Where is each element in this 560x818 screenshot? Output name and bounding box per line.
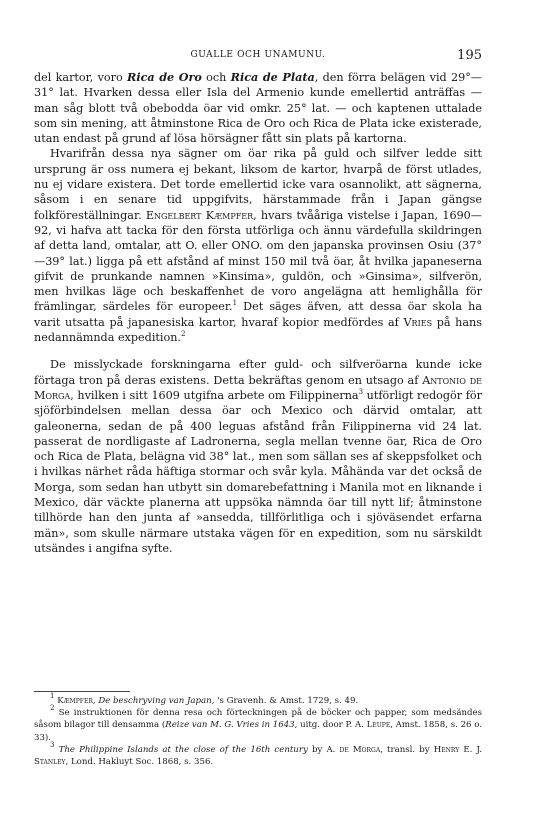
place-name: Rica de Oro	[127, 70, 202, 84]
text-run: på hans nedannämnda expedition.	[34, 315, 483, 345]
work-title: Reize van M. G. Vries in 1643	[165, 720, 295, 731]
paragraph-3	[34, 357, 482, 556]
footnote-number: 1	[50, 692, 55, 700]
paragraph-1	[34, 70, 482, 146]
work-title: De beschryving van Japan	[98, 696, 212, 706]
author-name: Vries	[403, 315, 433, 329]
text-run: Det säges äfven, att dessa öar skola ha varit utsatta på japanesiska kartor, hvaraf kopior medfördes af	[34, 300, 483, 329]
text-run: , Lond. Hakluyt Soc. 1868, s. 356.	[65, 757, 214, 768]
author-name: Henry E. J. Stanley	[34, 744, 482, 768]
author-name: Antonio de Morga	[34, 373, 482, 402]
text-run: De misslyckade forskningarna efter guld- och silfveröarna kunde icke förtaga tron på deras existens. Detta bekräftas genom en utsago af	[34, 358, 482, 387]
text-run: , transl. by	[380, 744, 434, 755]
body-text	[34, 70, 482, 556]
page-number: 195	[457, 48, 482, 63]
footnote-1	[34, 692, 482, 707]
work-title: The Philippine Islands at the close of the 16th century	[58, 744, 308, 755]
footnote-ref: 3	[358, 387, 364, 396]
text-run: , uitg. door	[294, 720, 346, 731]
text-run: , hvars tvååriga vistelse i Japan, 1690—92, vi hafva att tacka för den första utförliga och ännu värdefulla skildringen af detta land, omtalar, att O. eller ONO. om den japanska provinsen Osiu (37°—39° lat.) ligga på ett afstånd af minst 150 mil två öar, åt hvilka japaneserna gifvit de prunkande namnen »Kinsima», guldön, och »Ginsima», silfverön, men hvilkas läge och beskaffenhet de voro angelägna att hemlighålla för främlingar, särdeles för europeer.	[34, 208, 482, 314]
running-head: GUALLE OCH UNAMUNU.	[190, 50, 326, 60]
author-name: Engelbert Kæmpfer	[145, 208, 254, 222]
paragraph-2	[34, 146, 482, 345]
page-header	[34, 50, 482, 66]
footnote-2	[34, 704, 483, 744]
place-name: Rica de Plata	[230, 70, 315, 84]
footnotes	[34, 692, 483, 768]
footnote-3	[34, 740, 482, 768]
text-run: , Amst. 1858, s. 26 o. 33).	[34, 720, 483, 743]
text-run: del kartor, voro	[34, 71, 128, 84]
footnote-number: 2	[50, 704, 55, 713]
text-run: , hvilken i sitt 1609 utgifna arbete om Filippinerna	[70, 388, 359, 402]
text-run: by	[307, 744, 327, 755]
footnote-divider	[34, 691, 130, 692]
text-run: ,	[92, 696, 99, 706]
footnote-ref: 1	[232, 299, 238, 308]
text-run: och	[201, 71, 231, 84]
text-run: utförligt redogör för sjöförbindelsen mellan dessa öar och Mexico och därvid omtalar, att galeonerna, sedan de på 400 leguas afstånd från Filippinerna vid 24 lat. passerat de nordligaste af Ladronerna, segla mellan tvenne öar, Rica de Oro och Rica de Plata, belägna vid 38° lat., men som sällan ses af skeppsfolket och i hvilkas närhet råda häftiga stormar och svår kyla. Måhända var det också de Morga, som sedan han utbytt sin domarebefattning i Manila mot en liknande i Mexico, där väckte planerna att uppsöka nämnda öar till nytt lif; åtminstone tillhörde han den junta af »ansedda, tillförlitliga och i sjöväsendet erfarna män», som skulle närmare utstaka vägen för en expedition, som nu särskildt utsändes i angifna syfte.	[34, 388, 482, 555]
author-name: P. A. Leupe	[345, 720, 391, 731]
text-run: Hvarifrån dessa nya sägner om öar rika på guld och silfver ledde sitt ursprung är oss numera ej bekant, liksom de kartor, hvarpå de först utlades, nu ej vidare existera. Det torde emellertid icke vara osannolikt, att sägnerna, såsom i en senare tid uppgifvits, härstammade från i Japan gängse folkföreställningar.	[34, 147, 482, 222]
text-run: Se instruktionen för denna resa och förteckningen på de böcker och papper, som medsändes såsom bilagor till densamma (	[34, 708, 483, 731]
text-run: , 's Gravenh. & Amst. 1729, s. 49.	[211, 696, 359, 706]
footnote-ref: 2	[180, 330, 186, 339]
author-name: A. de Morga	[326, 744, 381, 755]
footnote-number: 3	[50, 740, 55, 749]
text-run: , den förra belägen vid 29°—31° lat. Hvarken dessa eller Isla del Armenio kunde emellertid anträffas — man såg blott två obebodda öar vid omkr. 25° lat. — och kaptenen uttalade som sin mening, att åtminstone Rica de Oro och Rica de Plata icke existerade, utan endast på grund af lösa hörsägner fått sin plats på kartorna.	[34, 71, 482, 146]
author-name: Kæmpfer	[57, 696, 93, 706]
